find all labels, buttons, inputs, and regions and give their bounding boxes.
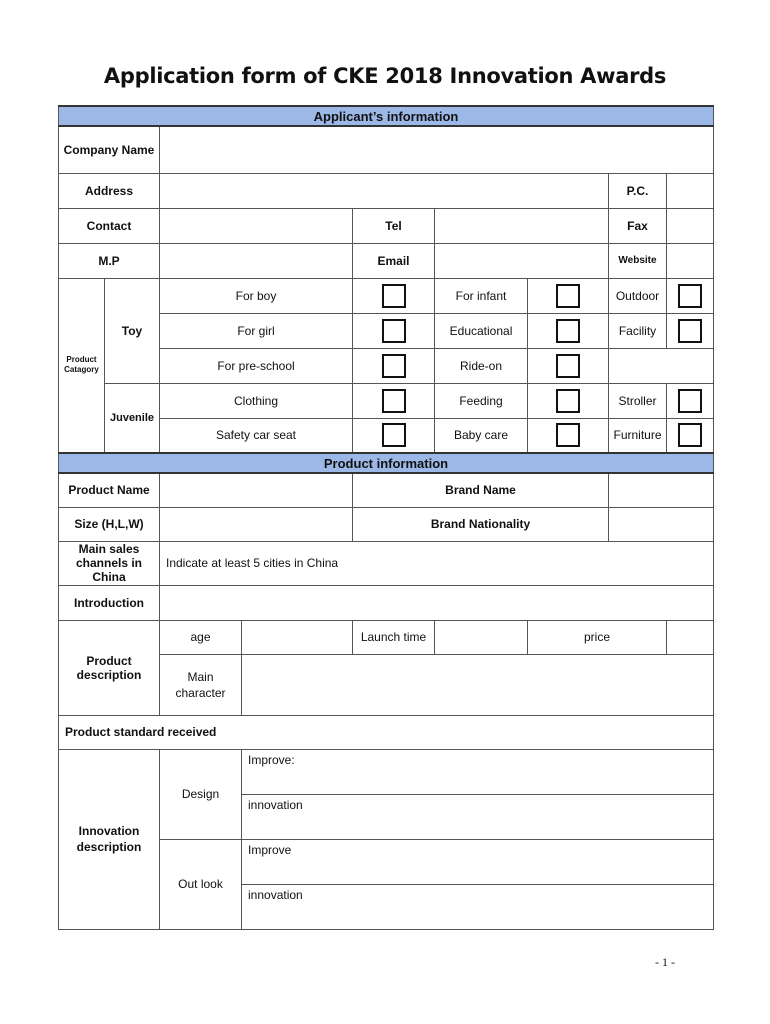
product-category-label: Product Catagory [59,278,105,453]
page-number: - 1 - [655,955,675,969]
contact-label: Contact [59,208,160,243]
form-title: Application form of CKE 2018 Innovation Awards [103,64,667,88]
product-standard-label[interactable]: Product standard received [59,715,714,749]
fax-label: Fax [609,208,667,243]
price-field[interactable] [667,620,714,654]
tel-field[interactable] [435,208,609,243]
checkbox-facility[interactable] [678,319,702,343]
sales-channels-label: Main sales channels in China [59,541,160,585]
option-label: Facility [609,313,667,348]
address-label: Address [59,173,160,208]
checkbox-for-pre-school[interactable] [382,354,406,378]
option-label: Baby care [435,418,528,453]
product-description-label: Product description [59,620,160,715]
age-field[interactable] [242,620,353,654]
outlook-label: Out look [160,839,242,929]
price-label: price [528,620,667,654]
launch-time-field[interactable] [435,620,528,654]
juvenile-label: Juvenile [105,383,160,453]
option-label: For girl [160,313,353,348]
option-label: Clothing [160,383,353,418]
option-label: Educational [435,313,528,348]
toy-label: Toy [105,278,160,383]
sales-channels-field[interactable]: Indicate at least 5 cities in China [160,541,714,585]
pc-label: P.C. [609,173,667,208]
checkbox-for-girl[interactable] [382,319,406,343]
contact-field[interactable] [160,208,353,243]
option-label: Stroller [609,383,667,418]
option-label: Safety car seat [160,418,353,453]
brand-nationality-label: Brand Nationality [353,507,609,541]
checkbox-baby-care[interactable] [556,423,580,447]
outlook-improve-field[interactable]: Improve [242,839,714,884]
checkbox-educational[interactable] [556,319,580,343]
company-name-label: Company Name [59,126,160,173]
age-label: age [160,620,242,654]
checkbox-feeding[interactable] [556,389,580,413]
option-label: For boy [160,278,353,313]
application-form [58,105,714,930]
product-section-header: Product information [59,453,714,473]
introduction-field[interactable] [160,585,714,620]
option-label: For infant [435,278,528,313]
checkbox-for-infant[interactable] [556,284,580,308]
outlook-innovation-field[interactable]: innovation [242,884,714,929]
company-name-field[interactable] [160,126,714,173]
website-field[interactable] [667,243,714,278]
design-innovation-field[interactable]: innovation [242,794,714,839]
empty-cell [609,348,714,383]
address-field[interactable] [160,173,609,208]
launch-time-label: Launch time [353,620,435,654]
mp-label: M.P [59,243,160,278]
website-label: Website [609,243,667,278]
product-name-field[interactable] [160,473,353,507]
design-label: Design [160,749,242,839]
pc-field[interactable] [667,173,714,208]
main-character-field[interactable] [242,654,714,715]
fax-field[interactable] [667,208,714,243]
checkbox-safety-car-seat[interactable] [382,423,406,447]
checkbox-clothing[interactable] [382,389,406,413]
brand-name-field[interactable] [609,473,714,507]
email-field[interactable] [435,243,609,278]
option-label: Ride-on [435,348,528,383]
size-label: Size (H,L,W) [59,507,160,541]
tel-label: Tel [353,208,435,243]
main-character-label: Main character [160,654,242,715]
introduction-label: Introduction [59,585,160,620]
option-label: Feeding [435,383,528,418]
design-improve-field[interactable]: Improve: [242,749,714,794]
size-field[interactable] [160,507,353,541]
checkbox-for-boy[interactable] [382,284,406,308]
option-label: Furniture [609,418,667,453]
brand-nationality-field[interactable] [609,507,714,541]
innovation-description-label: Innovation description [59,749,160,929]
checkbox-ride-on[interactable] [556,354,580,378]
applicant-section-header: Applicant’s information [59,106,714,126]
mp-field[interactable] [160,243,353,278]
checkbox-stroller[interactable] [678,389,702,413]
option-label: For pre-school [160,348,353,383]
email-label: Email [353,243,435,278]
brand-name-label: Brand Name [353,473,609,507]
option-label: Outdoor [609,278,667,313]
checkbox-outdoor[interactable] [678,284,702,308]
checkbox-furniture[interactable] [678,423,702,447]
product-name-label: Product Name [59,473,160,507]
